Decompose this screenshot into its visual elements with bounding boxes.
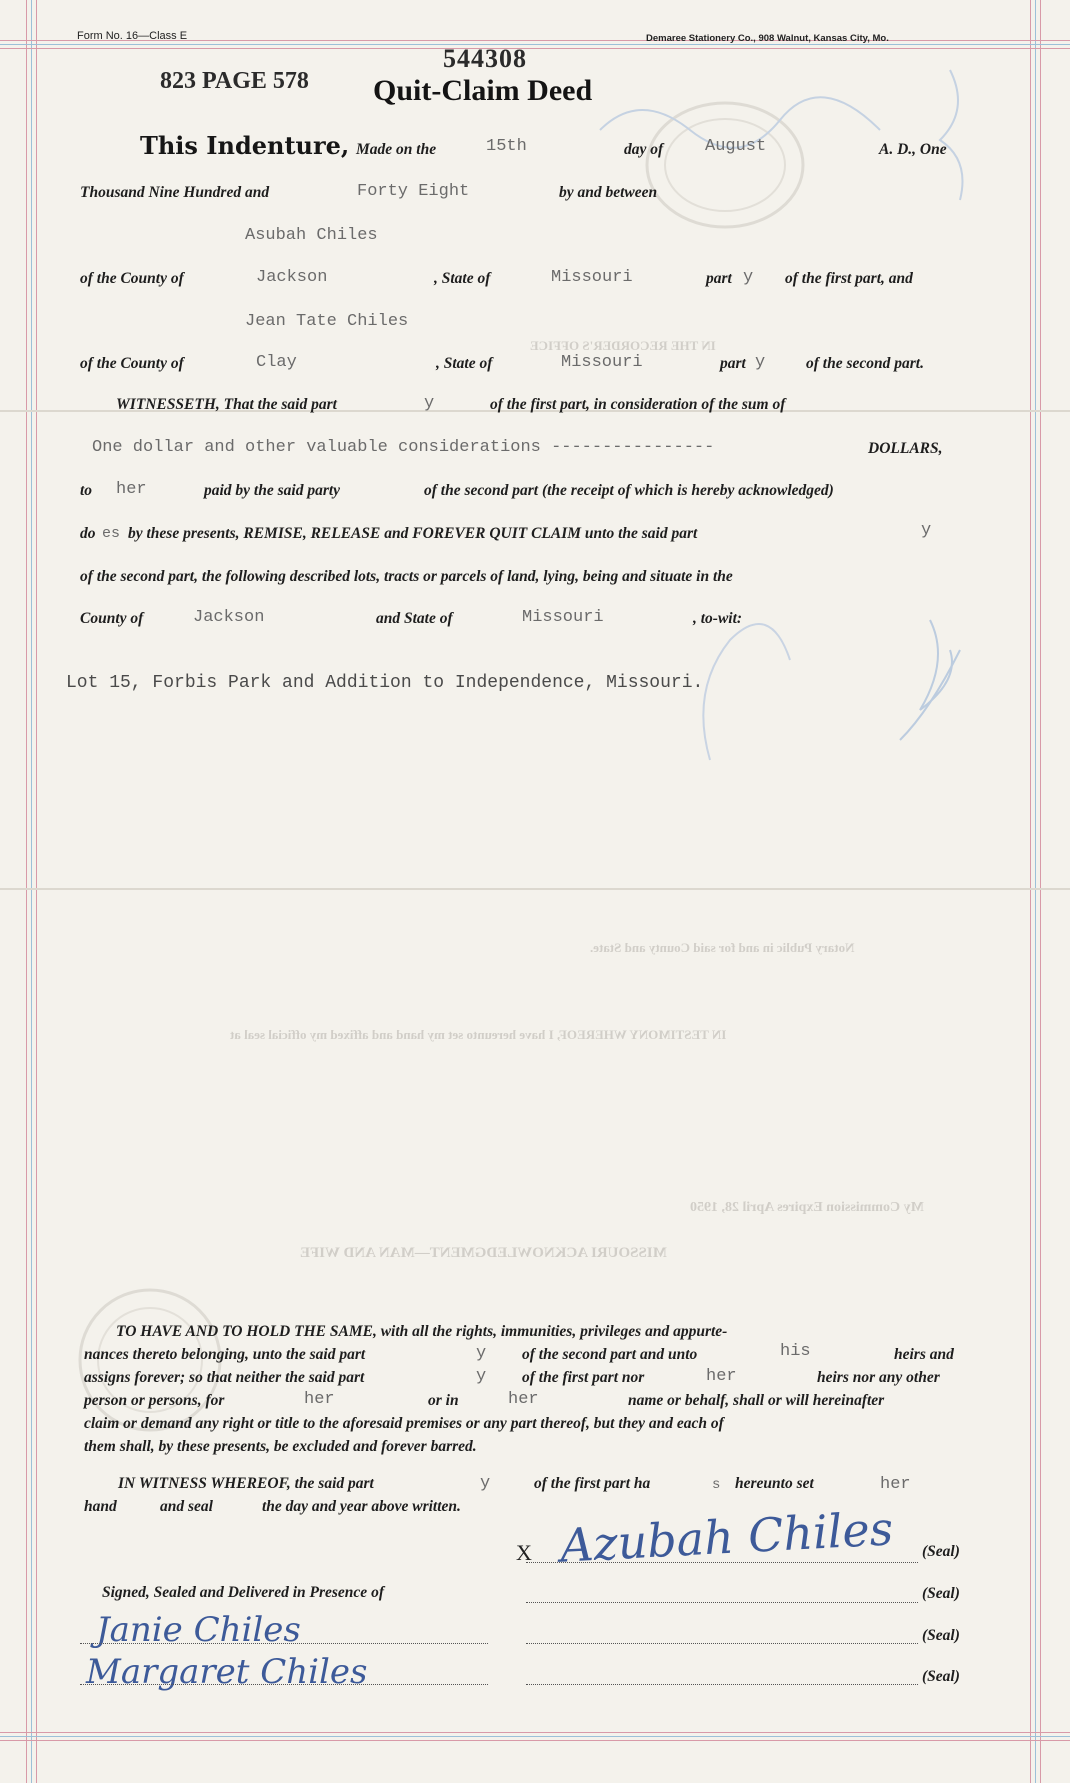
made-on-label: Made on the — [356, 141, 437, 158]
remise-suffix: y — [921, 521, 932, 540]
to-value: her — [116, 480, 147, 499]
witness-line-1b: of the first part ha — [534, 1475, 651, 1492]
left-margin-line-red — [26, 0, 27, 1783]
party-1-suffix: y — [743, 268, 754, 287]
witness-hand: hand — [84, 1498, 117, 1515]
grantee-name: Jean Tate Chiles — [245, 312, 409, 331]
bleed-commission: My Commission Expires April 28, 1950 — [690, 1200, 924, 1215]
day-of-label: day of — [624, 141, 664, 158]
year-value: Forty Eight — [357, 182, 470, 201]
habendum-line-2-suffix: y — [476, 1344, 487, 1363]
habendum-her-2: her — [304, 1390, 335, 1409]
witnesseth-suffix: y — [424, 394, 435, 413]
seal-label-1: (Seal) — [922, 1543, 960, 1560]
party-label-1: part — [706, 270, 732, 287]
bleed-notary: Notary Public in and for said County and State. — [590, 940, 855, 955]
witness-her: her — [880, 1475, 911, 1494]
state-label-2: , State of — [436, 355, 493, 372]
witness-line-1-s: s — [712, 1477, 721, 1493]
grantor-mark: X — [516, 1540, 532, 1565]
witness-day-year: the day and year above written. — [262, 1498, 461, 1515]
does-label: do — [80, 525, 96, 542]
witness-seal-label: and seal — [160, 1498, 213, 1515]
remise-clause: by these presents, REMISE, RELEASE and FOREVER QUIT CLAIM unto the said part — [128, 525, 698, 542]
month-value: August — [705, 137, 767, 156]
habendum-her-1: her — [706, 1367, 737, 1386]
receipt-label: of the second part (the receipt of which is hereby acknowledged) — [424, 482, 834, 499]
top-rule-blue — [0, 44, 1070, 45]
habendum-line-3c: heirs nor any other — [817, 1369, 940, 1386]
consideration-sum: One dollar and other valuable considerations ---------------- — [92, 438, 715, 457]
seal-label-3: (Seal) — [922, 1627, 960, 1644]
legal-description: Lot 15, Forbis Park and Addition to Independence, Missouri. — [66, 673, 704, 693]
bottom-rule-blue — [0, 1736, 1070, 1737]
habendum-line-1: TO HAVE AND TO HOLD THE SAME, with all the rights, immunities, privileges and appurte- — [116, 1323, 728, 1340]
signed-presence-label: Signed, Sealed and Delivered in Presence of — [102, 1584, 384, 1601]
book-page-stamp: 823 PAGE 578 — [160, 68, 309, 94]
habendum-his: his — [780, 1342, 811, 1361]
county-label-2: of the County of — [80, 355, 184, 372]
consideration-label: of the first part, in consideration of the sum of — [490, 396, 786, 413]
right-margin-line-blue — [1035, 0, 1036, 1783]
grantor-name: Asubah Chiles — [245, 226, 378, 245]
indenture-heading: This Indenture, — [140, 131, 350, 160]
first-part-label: of the first part, and — [785, 270, 913, 287]
bleed-testimony: IN TESTIMONY WHEREOF, I have hereunto set my hand and affixed my official seal at — [230, 1027, 727, 1042]
dollars-label: DOLLARS, — [868, 440, 943, 457]
habendum-line-3-suffix: y — [476, 1367, 487, 1386]
party-label-2: part — [720, 355, 746, 372]
document-number: 544308 — [443, 44, 527, 73]
and-state-label: and State of — [376, 610, 453, 627]
party-2-suffix: y — [755, 353, 766, 372]
state-2-value: Missouri — [561, 353, 643, 372]
paper-fold-2 — [0, 888, 1070, 890]
habendum-line-4b: or in — [428, 1392, 459, 1409]
second-part-label: of the second part. — [806, 355, 924, 372]
signature-line-2 — [526, 1602, 918, 1603]
to-wit-label: , to-wit: — [693, 610, 743, 627]
bleed-recorder: IN THE RECORDER'S OFFICE — [530, 338, 716, 353]
county-3-value: Jackson — [193, 608, 265, 627]
right-margin-line-red-2 — [1040, 0, 1041, 1783]
witness-line-2 — [80, 1684, 488, 1685]
habendum-line-4c: name or behalf, shall or will hereinafter — [628, 1392, 885, 1409]
state-label-1: , State of — [434, 270, 491, 287]
county-label-1: of the County of — [80, 270, 184, 287]
habendum-line-2c: heirs and — [894, 1346, 954, 1363]
signature-line-1 — [526, 1562, 918, 1563]
habendum-line-3b: of the first part nor — [522, 1369, 645, 1386]
right-margin-line-red — [1030, 0, 1031, 1783]
state-1-value: Missouri — [551, 268, 633, 287]
described-clause: of the second part, the following described lots, tracts or parcels of land, lying, being and situate in the — [80, 568, 733, 585]
habendum-her-3: her — [508, 1390, 539, 1409]
county-2-value: Clay — [256, 353, 297, 372]
county-1-value: Jackson — [256, 268, 328, 287]
habendum-line-4a: person or persons, for — [84, 1392, 225, 1409]
ad-one-label: A. D., One — [879, 141, 947, 158]
bleed-acknowledgment: MISSOURI ACKNOWLEDGMENT—MAN AND WIFE — [300, 1245, 667, 1261]
witnesseth-label: WITNESSETH, That the said part — [116, 396, 337, 413]
witness-line-1a: IN WITNESS WHEREOF, the said part — [118, 1475, 374, 1492]
signature-line-4 — [526, 1684, 918, 1685]
day-value: 15th — [486, 137, 527, 156]
seal-label-4: (Seal) — [922, 1668, 960, 1685]
habendum-line-5: claim or demand any right or title to the aforesaid premises or any part thereof, but they and each of — [84, 1415, 724, 1432]
paid-by-label: paid by the said party — [204, 482, 341, 499]
grantor-signature: Azubah Chiles — [558, 1501, 895, 1573]
bottom-rule-red-2 — [0, 1740, 1070, 1741]
bottom-rule-red — [0, 1732, 1070, 1733]
left-margin-line-red-2 — [36, 0, 37, 1783]
habendum-line-6: them shall, by these presents, be excluded and forever barred. — [84, 1438, 477, 1455]
top-rule-red-2 — [0, 48, 1070, 49]
page-title: Quit-Claim Deed — [373, 74, 593, 107]
habendum-line-2a: nances thereto belonging, unto the said part — [84, 1346, 366, 1363]
does-suffix: es — [102, 525, 121, 542]
witness-line-1-suffix: y — [480, 1474, 491, 1493]
seal-label-2: (Seal) — [922, 1585, 960, 1602]
publisher-name: Demaree Stationery Co., 908 Walnut, Kansas City, Mo. — [646, 33, 889, 44]
left-margin-line-blue — [31, 0, 32, 1783]
witness-line-1 — [80, 1643, 488, 1644]
signature-line-3 — [526, 1643, 918, 1644]
by-between-label: by and between — [559, 184, 658, 201]
habendum-line-2b: of the second part and unto — [522, 1346, 698, 1363]
county-label-3: County of — [80, 610, 144, 627]
form-number: Form No. 16—Class E — [77, 30, 188, 42]
state-3-value: Missouri — [522, 608, 604, 627]
to-label: to — [80, 482, 93, 499]
witness-line-1c: hereunto set — [735, 1475, 814, 1492]
witness-2-signature: Margaret Chiles — [86, 1652, 368, 1692]
thousand-label: Thousand Nine Hundred and — [80, 184, 270, 201]
witness-1-signature: Janie Chiles — [96, 1610, 301, 1650]
habendum-line-3a: assigns forever; so that neither the said part — [84, 1369, 365, 1386]
